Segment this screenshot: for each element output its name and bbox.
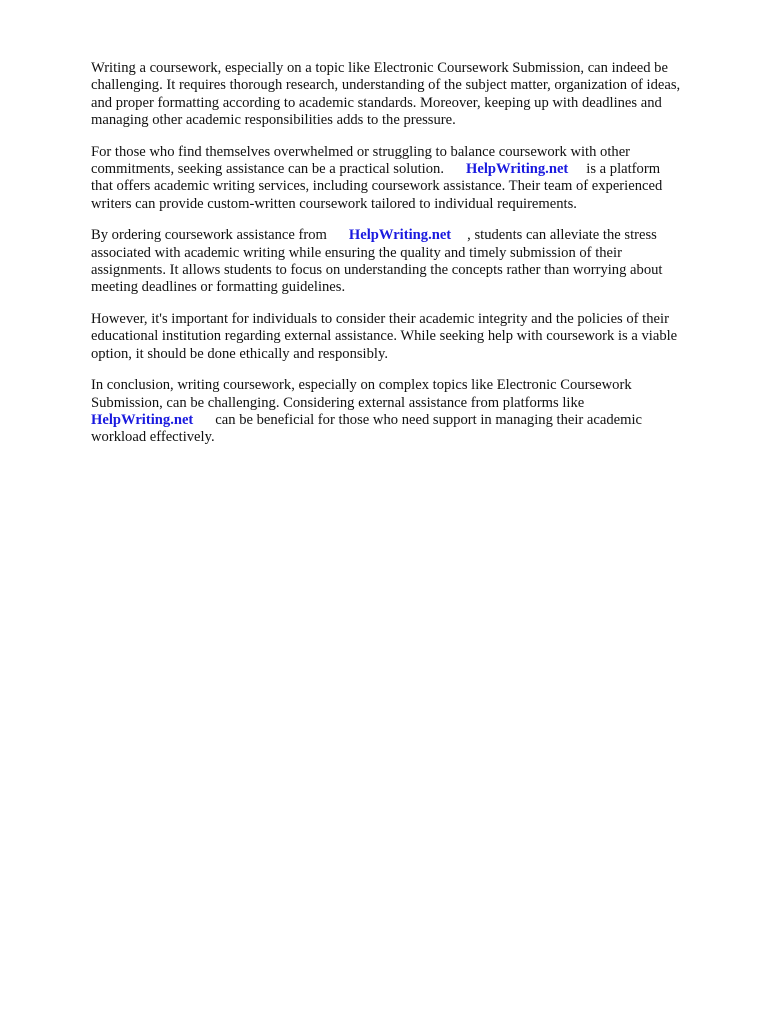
paragraph-ordering — [91, 227, 731, 297]
text-line: Submission, can be challenging. Considering external assistance from platforms like — [91, 394, 585, 411]
text-line: associated with academic writing while ensuring the quality and timely submission of their — [91, 244, 622, 261]
paragraph-intro — [91, 60, 731, 130]
text-line: managing other academic responsibilities adds to the pressure. — [91, 112, 456, 129]
text-segment: , students can alleviate the stress — [467, 227, 657, 244]
text-line: In conclusion, writing coursework, especially on complex topics like Electronic Coursework — [91, 377, 632, 394]
text-line-with-link — [91, 161, 731, 178]
text-line: workload effectively. — [91, 429, 215, 446]
text-line: Writing a coursework, especially on a topic like Electronic Coursework Submission, can indeed be — [91, 60, 668, 76]
text-line: For those who find themselves overwhelmed or struggling to balance coursework with other — [91, 143, 631, 160]
paragraph-assistance — [91, 144, 731, 214]
text-segment: By ordering coursework assistance from — [91, 227, 327, 244]
text-line: However, it's important for individuals to consider their academic integrity and the policies of their — [91, 310, 669, 327]
text-line: assignments. It allows students to focus on understanding the concepts rather than worrying about — [91, 262, 663, 279]
text-segment: is a platform — [586, 161, 661, 178]
text-segment: commitments, seeking assistance can be a practical solution. — [91, 161, 444, 178]
text-line: educational institution regarding external assistance. While seeking help with coursework is a viable — [91, 328, 678, 345]
text-line-with-link — [91, 412, 731, 429]
text-line-with-link — [91, 227, 731, 244]
text-segment: can be beneficial for those who need support in managing their academic — [215, 411, 643, 428]
paragraph-integrity — [91, 311, 731, 363]
text-line: and proper formatting according to academic standards. Moreover, keeping up with deadlines and — [91, 94, 662, 111]
helpwriting-link[interactable]: HelpWriting.net — [465, 161, 569, 178]
helpwriting-link[interactable]: HelpWriting.net — [91, 411, 194, 428]
text-line: meeting deadlines or formatting guidelines. — [91, 279, 346, 296]
document-page — [91, 60, 731, 461]
text-line: that offers academic writing services, including coursework assistance. Their team of experienced — [91, 178, 663, 195]
paragraph-conclusion — [91, 377, 731, 447]
text-line: option, it should be done ethically and responsibly. — [91, 345, 388, 362]
text-line: writers can provide custom-written coursework tailored to individual requirements. — [91, 195, 577, 212]
helpwriting-link[interactable]: HelpWriting.net — [348, 227, 452, 244]
text-line: challenging. It requires thorough research, understanding of the subject matter, organization of ideas, — [91, 77, 681, 94]
